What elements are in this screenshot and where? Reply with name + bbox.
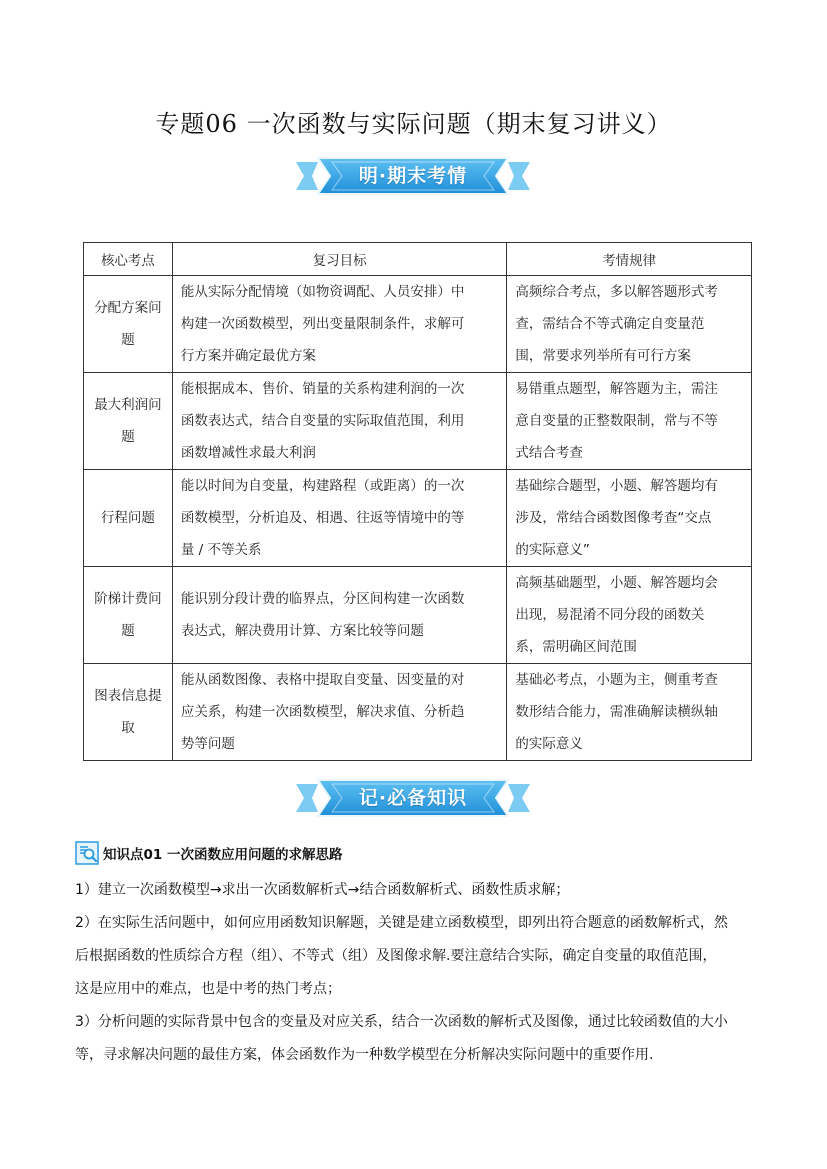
topic-cell: 行程问题 bbox=[84, 470, 173, 567]
knowledge-point-heading bbox=[75, 839, 343, 867]
table-row bbox=[84, 567, 752, 664]
topic-cell: 阶梯计费问 题 bbox=[84, 567, 173, 664]
goal-cell: 能识别分段计费的临界点，分区间构建一次函数 表达式，解决费用计算、方案比较等问题 bbox=[172, 567, 506, 664]
section-banner-essential-knowledge bbox=[296, 776, 530, 820]
exam-overview-table bbox=[83, 242, 752, 761]
table-row bbox=[84, 664, 752, 761]
header-review-goal: 复习目标 bbox=[172, 243, 506, 276]
rule-cell: 基础必考点，小题为主，侧重考查 数形结合能力，需准确解读横纵轴 的实际意义 bbox=[507, 664, 752, 761]
table-row bbox=[84, 373, 752, 470]
rule-cell: 基础综合题型，小题、解答题均有 涉及，常结合函数图像考查“交点 的实际意义” bbox=[507, 470, 752, 567]
knowledge-point-title: 知识点01 一次函数应用问题的求解思路 bbox=[103, 847, 343, 863]
goal-cell: 能以时间为自变量，构建路程（或距离）的一次 函数模型，分析追及、相遇、往返等情境中的等 量 / 不等关系 bbox=[172, 470, 506, 567]
header-core-topic: 核心考点 bbox=[84, 243, 173, 276]
table-header-row bbox=[84, 243, 752, 276]
magnifier-document-icon bbox=[75, 841, 99, 865]
knowledge-line: 1）建立一次函数模型→求出一次函数解析式→结合函数解析式、函数性质求解； bbox=[75, 882, 570, 898]
goal-cell: 能从实际分配情境（如物资调配、人员安排）中 构建一次函数模型，列出变量限制条件，求解可 行方案并确定最优方案 bbox=[172, 276, 506, 373]
topic-cell: 最大利润问 题 bbox=[84, 373, 173, 470]
topic-cell: 图表信息提 取 bbox=[84, 664, 173, 761]
header-exam-pattern: 考情规律 bbox=[507, 243, 752, 276]
knowledge-line: 3）分析问题的实际背景中包含的变量及对应关系，结合一次函数的解析式及图像，通过比较函数值的大小 bbox=[75, 1014, 728, 1030]
table-row bbox=[84, 276, 752, 373]
knowledge-line: 这是应用中的难点，也是中考的热门考点； bbox=[75, 981, 341, 997]
banner-title: 明·期末考情 bbox=[358, 165, 468, 187]
topic-cell: 分配方案问 题 bbox=[84, 276, 173, 373]
rule-cell: 高频基础题型，小题、解答题均会 出现，易混淆不同分段的函数关 系，需明确区间范围 bbox=[507, 567, 752, 664]
goal-cell: 能根据成本、售价、销量的关系构建利润的一次 函数表达式，结合自变量的实际取值范围，利用 函数增减性求最大利润 bbox=[172, 373, 506, 470]
banner-title: 记·必备知识 bbox=[358, 787, 468, 809]
document-title: 专题06 一次函数与实际问题（期末复习讲义） bbox=[155, 110, 672, 138]
goal-cell: 能从函数图像、表格中提取自变量、因变量的对 应关系，构建一次函数模型，解决求值、分析趋 势等问题 bbox=[172, 664, 506, 761]
knowledge-line: 2）在实际生活问题中，如何应用函数知识解题，关键是建立函数模型，即列出符合题意的函数解析式，然 bbox=[75, 915, 728, 931]
rule-cell: 高频综合考点，多以解答题形式考 查，需结合不等式确定自变量范 围，常要求列举所有可行方案 bbox=[507, 276, 752, 373]
knowledge-line: 等，寻求解决问题的最佳方案，体会函数作为一种数学模型在分析解决实际问题中的重要作用. bbox=[75, 1047, 654, 1063]
rule-cell: 易错重点题型，解答题为主，需注 意自变量的正整数限制，常与不等 式结合考查 bbox=[507, 373, 752, 470]
knowledge-line: 后根据函数的性质综合方程（组）、不等式（组）及图像求解.要注意结合实际，确定自变量的取值范围， bbox=[75, 948, 717, 964]
section-banner-exam-overview bbox=[296, 154, 530, 198]
table-row bbox=[84, 470, 752, 567]
